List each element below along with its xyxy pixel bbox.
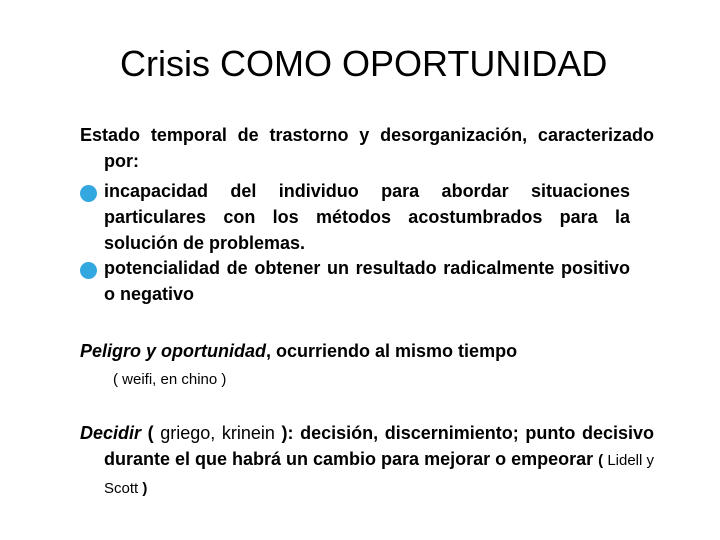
- peligro-italic-phrase: Peligro y oportunidad: [80, 341, 267, 361]
- peligro-rest: , ocurriendo al mismo tiempo: [266, 341, 518, 361]
- bullet-dot-icon: [80, 262, 97, 279]
- citation-open: (: [598, 452, 608, 469]
- decidir-meaning: decisión, discernimiento; punto decisivo durante el que habrá un cambio para mejorar o empeorar: [104, 423, 654, 469]
- slide-title: Crisis COMO OPORTUNIDAD: [120, 43, 608, 84]
- weifi-note: ( weifi, en chino ): [113, 371, 227, 388]
- bullet-text: potencialidad de obtener un resultado radicalmente positivo o negativo: [104, 258, 630, 304]
- intro-paragraph: Estado temporal de trastorno y desorganización, caracterizado por:: [80, 125, 654, 171]
- decidir-close-paren: ):: [274, 423, 301, 443]
- bullet-item-incapacidad: [80, 178, 630, 256]
- citation: Lidell y Scott: [104, 452, 655, 497]
- citation-close: ): [138, 480, 148, 497]
- bullet-item-potencialidad: [80, 255, 630, 307]
- decidir-term: Decidir: [80, 423, 142, 443]
- bullet-dot-icon: [80, 185, 97, 202]
- decidir-open-paren: (: [141, 423, 161, 443]
- bullet-text: incapacidad del individuo para abordar situaciones particulares con los métodos acostumbrados para la solución de problemas.: [104, 181, 630, 253]
- decidir-paragraph: [80, 420, 654, 502]
- peligro-paragraph: [80, 338, 630, 364]
- decidir-origin: griego, krinein: [160, 423, 275, 443]
